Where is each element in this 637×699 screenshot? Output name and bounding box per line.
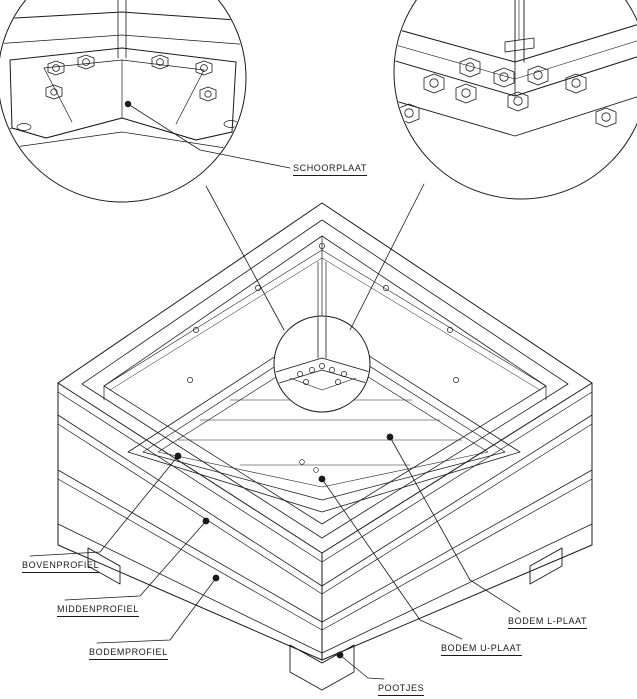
callout-label-bodem-u-plaat: BODEM U-PLAAT bbox=[441, 643, 522, 656]
detail-circle-center bbox=[206, 184, 424, 412]
callout-label-bodemprofiel: BODEMPROFIEL bbox=[89, 647, 168, 660]
callout-label-schoorplaat: SCHOORPLAAT bbox=[293, 163, 367, 176]
callout-label-bodem-l-plaat: BODEM L-PLAAT bbox=[508, 616, 587, 629]
detail-circle-top-left bbox=[0, 0, 290, 202]
callout-label-pootjes: POOTJES bbox=[378, 683, 424, 696]
detail-circle-top-right bbox=[392, 0, 637, 199]
callout-label-middenprofiel: MIDDENPROFIEL bbox=[57, 604, 139, 617]
callout-label-bovenprofiel: BOVENPROFIEL bbox=[22, 560, 99, 573]
